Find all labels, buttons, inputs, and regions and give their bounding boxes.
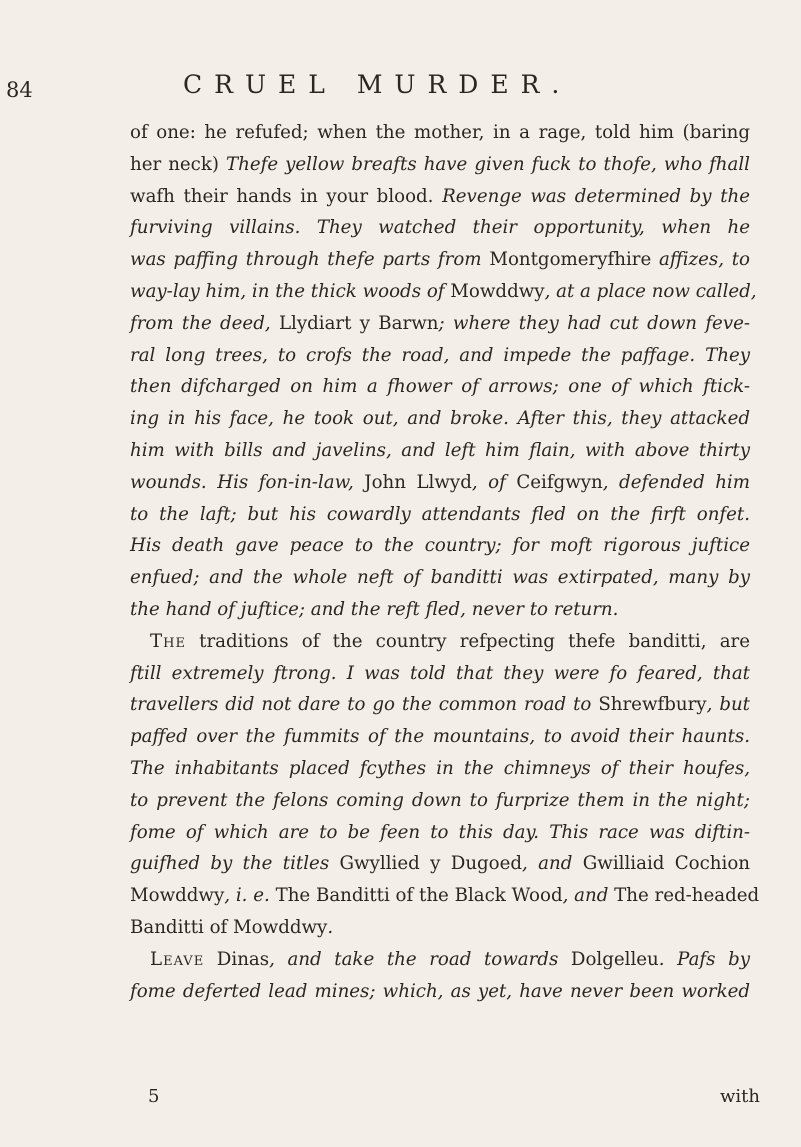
running-title: CRUEL MURDER.: [183, 70, 572, 99]
body-text: [130, 117, 760, 1007]
text-line: from the deed, Llydiart y Barwn; where they had cut down feve-: [130, 312, 750, 334]
text-line: was paffing through thefe parts from Montgomeryfhire affizes, to: [130, 249, 751, 271]
text-line: Mowddwy, i. e. The Banditti of the Black Wood, and The red-headed: [130, 885, 760, 907]
text-line: the hand of juftice; and the reft fled, never to return.: [130, 598, 619, 620]
text-line: wounds. His fon-in-law, John Llwyd, of Ceifgwyn, defended him: [130, 471, 750, 493]
text-line: ral long trees, to crofs the road, and impede the paffage. They: [130, 344, 750, 366]
text-line: fome deferted lead mines; which, as yet, have never been worked: [130, 980, 750, 1002]
text-line: furviving villains. They watched their opportunity, when he: [130, 217, 750, 239]
text-line: to prevent the felons coming down to furprize them in the night;: [130, 789, 750, 811]
text-line: fome of which are to be feen to this day. This race was diftin-: [130, 821, 750, 843]
text-line: wafh their hands in your blood. Revenge was determined by the: [130, 185, 750, 207]
text-line: enfued; and the whole neft of banditti was extirpated, many by: [130, 567, 750, 589]
text-line: way-lay him, in the thick woods of Mowddwy, at a place now called,: [130, 280, 757, 302]
text-line: him with bills and javelins, and left him flain, with above thirty: [130, 439, 750, 461]
signature-mark: 5: [148, 1086, 160, 1107]
text-line: ftill extremely ftrong. I was told that they were fo feared, that: [130, 662, 750, 684]
text-line: of one: he refufed; when the mother, in a rage, told him (baring: [130, 122, 750, 143]
text-line: to the laft; but his cowardly attendants fled on the firft onfet.: [130, 503, 750, 525]
text-line: His death gave peace to the country; for moft rigorous juftice: [130, 535, 750, 557]
text-line: guifhed by the titles Gwyllied y Dugoed, and Gwilliaid Cochion: [130, 853, 751, 875]
text-line: paffed over the fummits of the mountains, to avoid their haunts.: [130, 726, 750, 748]
text-line: travellers did not dare to go the common road to Shrewfbury, but: [130, 694, 750, 716]
text-line: The traditions of the country refpecting thefe banditti, are: [150, 630, 750, 652]
text-line: then difcharged on him a fhower of arrows; one of which ftick-: [130, 376, 750, 398]
catchword: with: [720, 1086, 760, 1107]
text-line: her neck) Thefe yellow breafts have given fuck to thofe, who fhall: [130, 153, 750, 175]
text-line: Banditti of Mowddwy.: [130, 916, 334, 938]
page-number: 84: [6, 78, 33, 102]
text-line: The inhabitants placed fcythes in the chimneys of their houfes,: [130, 757, 750, 779]
text-line: ing in his face, he took out, and broke. After this, they attacked: [130, 408, 750, 430]
text-line: Leave Dinas, and take the road towards Dolgelleu. Pafs by: [150, 948, 750, 970]
